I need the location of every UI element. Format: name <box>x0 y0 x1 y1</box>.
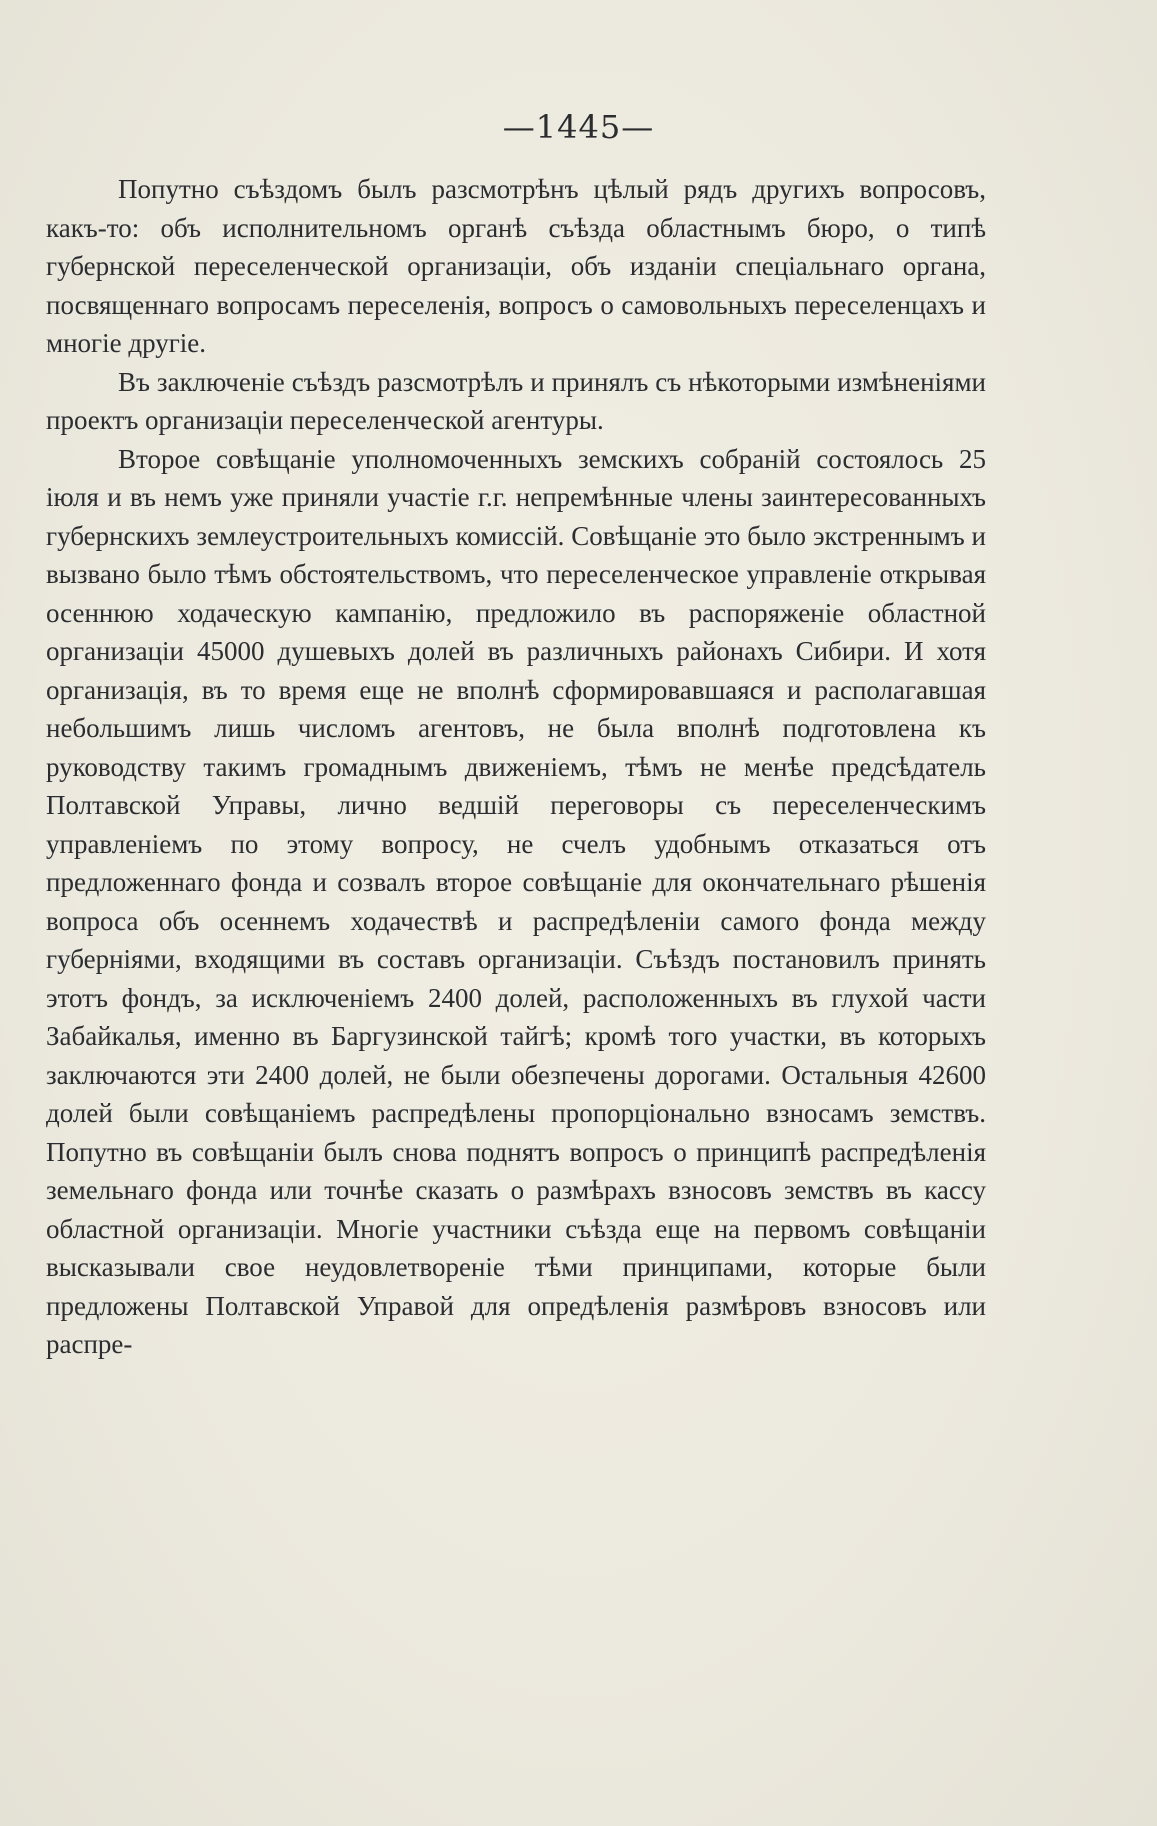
paragraph-3: Второе совѣщаніе уполномоченныхъ земскихъ собраній состоялось 25 іюля и въ немъ уже приняли участіе г.г. непремѣнные члены заинтересованныхъ губернскихъ землеустроительныхъ комиссій. Совѣщаніе это было экстреннымъ и вызвано было тѣмъ обстоятельствомъ, что переселенческое управленіе открывая осеннюю ходаческую кампанію, предложило въ распоряженіе областной организаціи 45000 душевыхъ долей въ различныхъ районахъ Сибири. И хотя организація, въ то время еще не вполнѣ сформировавшаяся и располагавшая небольшимъ лишь числомъ агентовъ, не была вполнѣ подготовлена къ руководству такимъ громаднымъ движеніемъ, тѣмъ не менѣе предсѣдатель Полтавской Управы, лично ведшій переговоры съ переселенческимъ управленіемъ по этому вопросу, не счелъ удобнымъ отказаться отъ предложеннаго фонда и созвалъ второе совѣщаніе для окончательнаго рѣшенія вопроса объ осеннемъ ходачествѣ и распредѣленіи самого фонда между губерніями, входящими въ составъ организаціи. Съѣздъ постановилъ принять этотъ фондъ, за исключеніемъ 2400 долей, расположенныхъ въ глухой части Забайкалья, именно въ Баргузинской тайгѣ; кромѣ того участки, въ которыхъ заключаются эти 2400 долей, не были обезпечены дорогами. Остальныя 42600 долей были совѣщаніемъ распредѣлены пропорціонально взносамъ земствъ. Попутно въ совѣщаніи былъ снова поднятъ вопросъ о принципѣ распредѣленія земельнаго фонда или точнѣе сказать о размѣрахъ взносовъ земствъ въ кассу областной организаціи. Многіе участники съѣзда еще на первомъ совѣщаніи высказывали свое неудовлетвореніе тѣми принципами, которые были предложены Полтавской Управой для опредѣленія размѣровъ взносовъ или распре- <box>46 443 986 1359</box>
body-text <box>46 170 986 1364</box>
paragraph-1: Попутно съѣздомъ былъ разсмотрѣнъ цѣлый рядъ другихъ вопросовъ, какъ-то: объ исполнительномъ органѣ съѣзда областнымъ бюро, о типѣ губернской переселенческой организаціи, объ изданіи спеціальнаго органа, посвященнаго вопросамъ переселенія, вопросъ о самовольныхъ переселенцахъ и многіе другіе. <box>46 174 986 358</box>
paragraph-2: Въ заключеніе съѣздъ разсмотрѣлъ и принялъ съ нѣкоторыми измѣненіями проектъ организаціи переселенческой агентуры. <box>46 366 986 435</box>
page-number: —1445— <box>502 108 655 146</box>
